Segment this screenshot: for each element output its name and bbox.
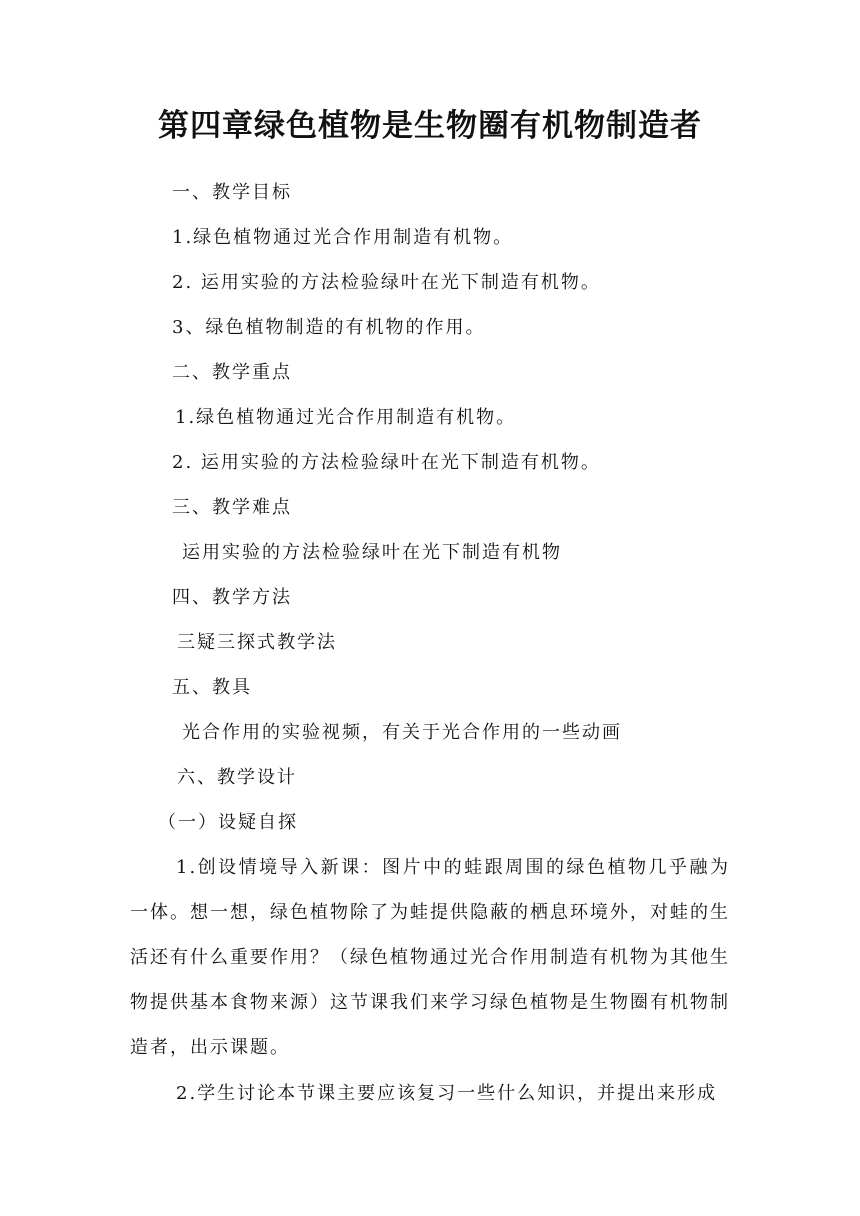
difficulty-text: 运用实验的方法检验绿叶在光下制造有机物 (182, 542, 562, 563)
document-title: 第四章绿色植物是生物圈有机物制造者 (158, 108, 702, 144)
method-text: 三疑三探式教学法 (177, 632, 337, 653)
difficulty-heading: 三、教学难点 (172, 497, 292, 518)
tools-text: 光合作用的实验视频，有关于光合作用的一些动画 (182, 722, 622, 743)
tools-heading: 五、教具 (172, 677, 252, 698)
objective-item-1: 1.绿色植物通过光合作用制造有机物。 (172, 227, 514, 248)
objective-item-2: 2. 运用实验的方法检验绿叶在光下制造有机物。 (172, 272, 601, 293)
key-point-item-1: 1.绿色植物通过光合作用制造有机物。 (175, 407, 517, 428)
key-points-heading: 二、教学重点 (172, 362, 292, 383)
objectives-heading: 一、教学目标 (172, 182, 292, 203)
objective-item-3: 3、绿色植物制造的有机物的作用。 (172, 317, 486, 338)
design-sub-heading: （一）设疑自探 (158, 812, 298, 833)
method-heading: 四、教学方法 (172, 587, 292, 608)
design-paragraph-2: 2.学生讨论本节课主要应该复习一些什么知识，并提出来形成 (176, 1083, 718, 1104)
design-heading: 六、教学设计 (177, 767, 297, 788)
design-paragraph-1: 1.创设情境导入新课：图片中的蛙跟周围的绿色植物几乎融为一体。想一想，绿色植物除了为蛙提供隐蔽的栖息环境外，对蛙的生活还有什么重要作用？（绿色植物通过光合作用制造有机物为其他生物提供基本食物来源）这节课我们来学习绿色植物是生物圈有机物制造者，出示课题。 (130, 857, 730, 1058)
key-point-item-2: 2. 运用实验的方法检验绿叶在光下制造有机物。 (172, 452, 601, 473)
